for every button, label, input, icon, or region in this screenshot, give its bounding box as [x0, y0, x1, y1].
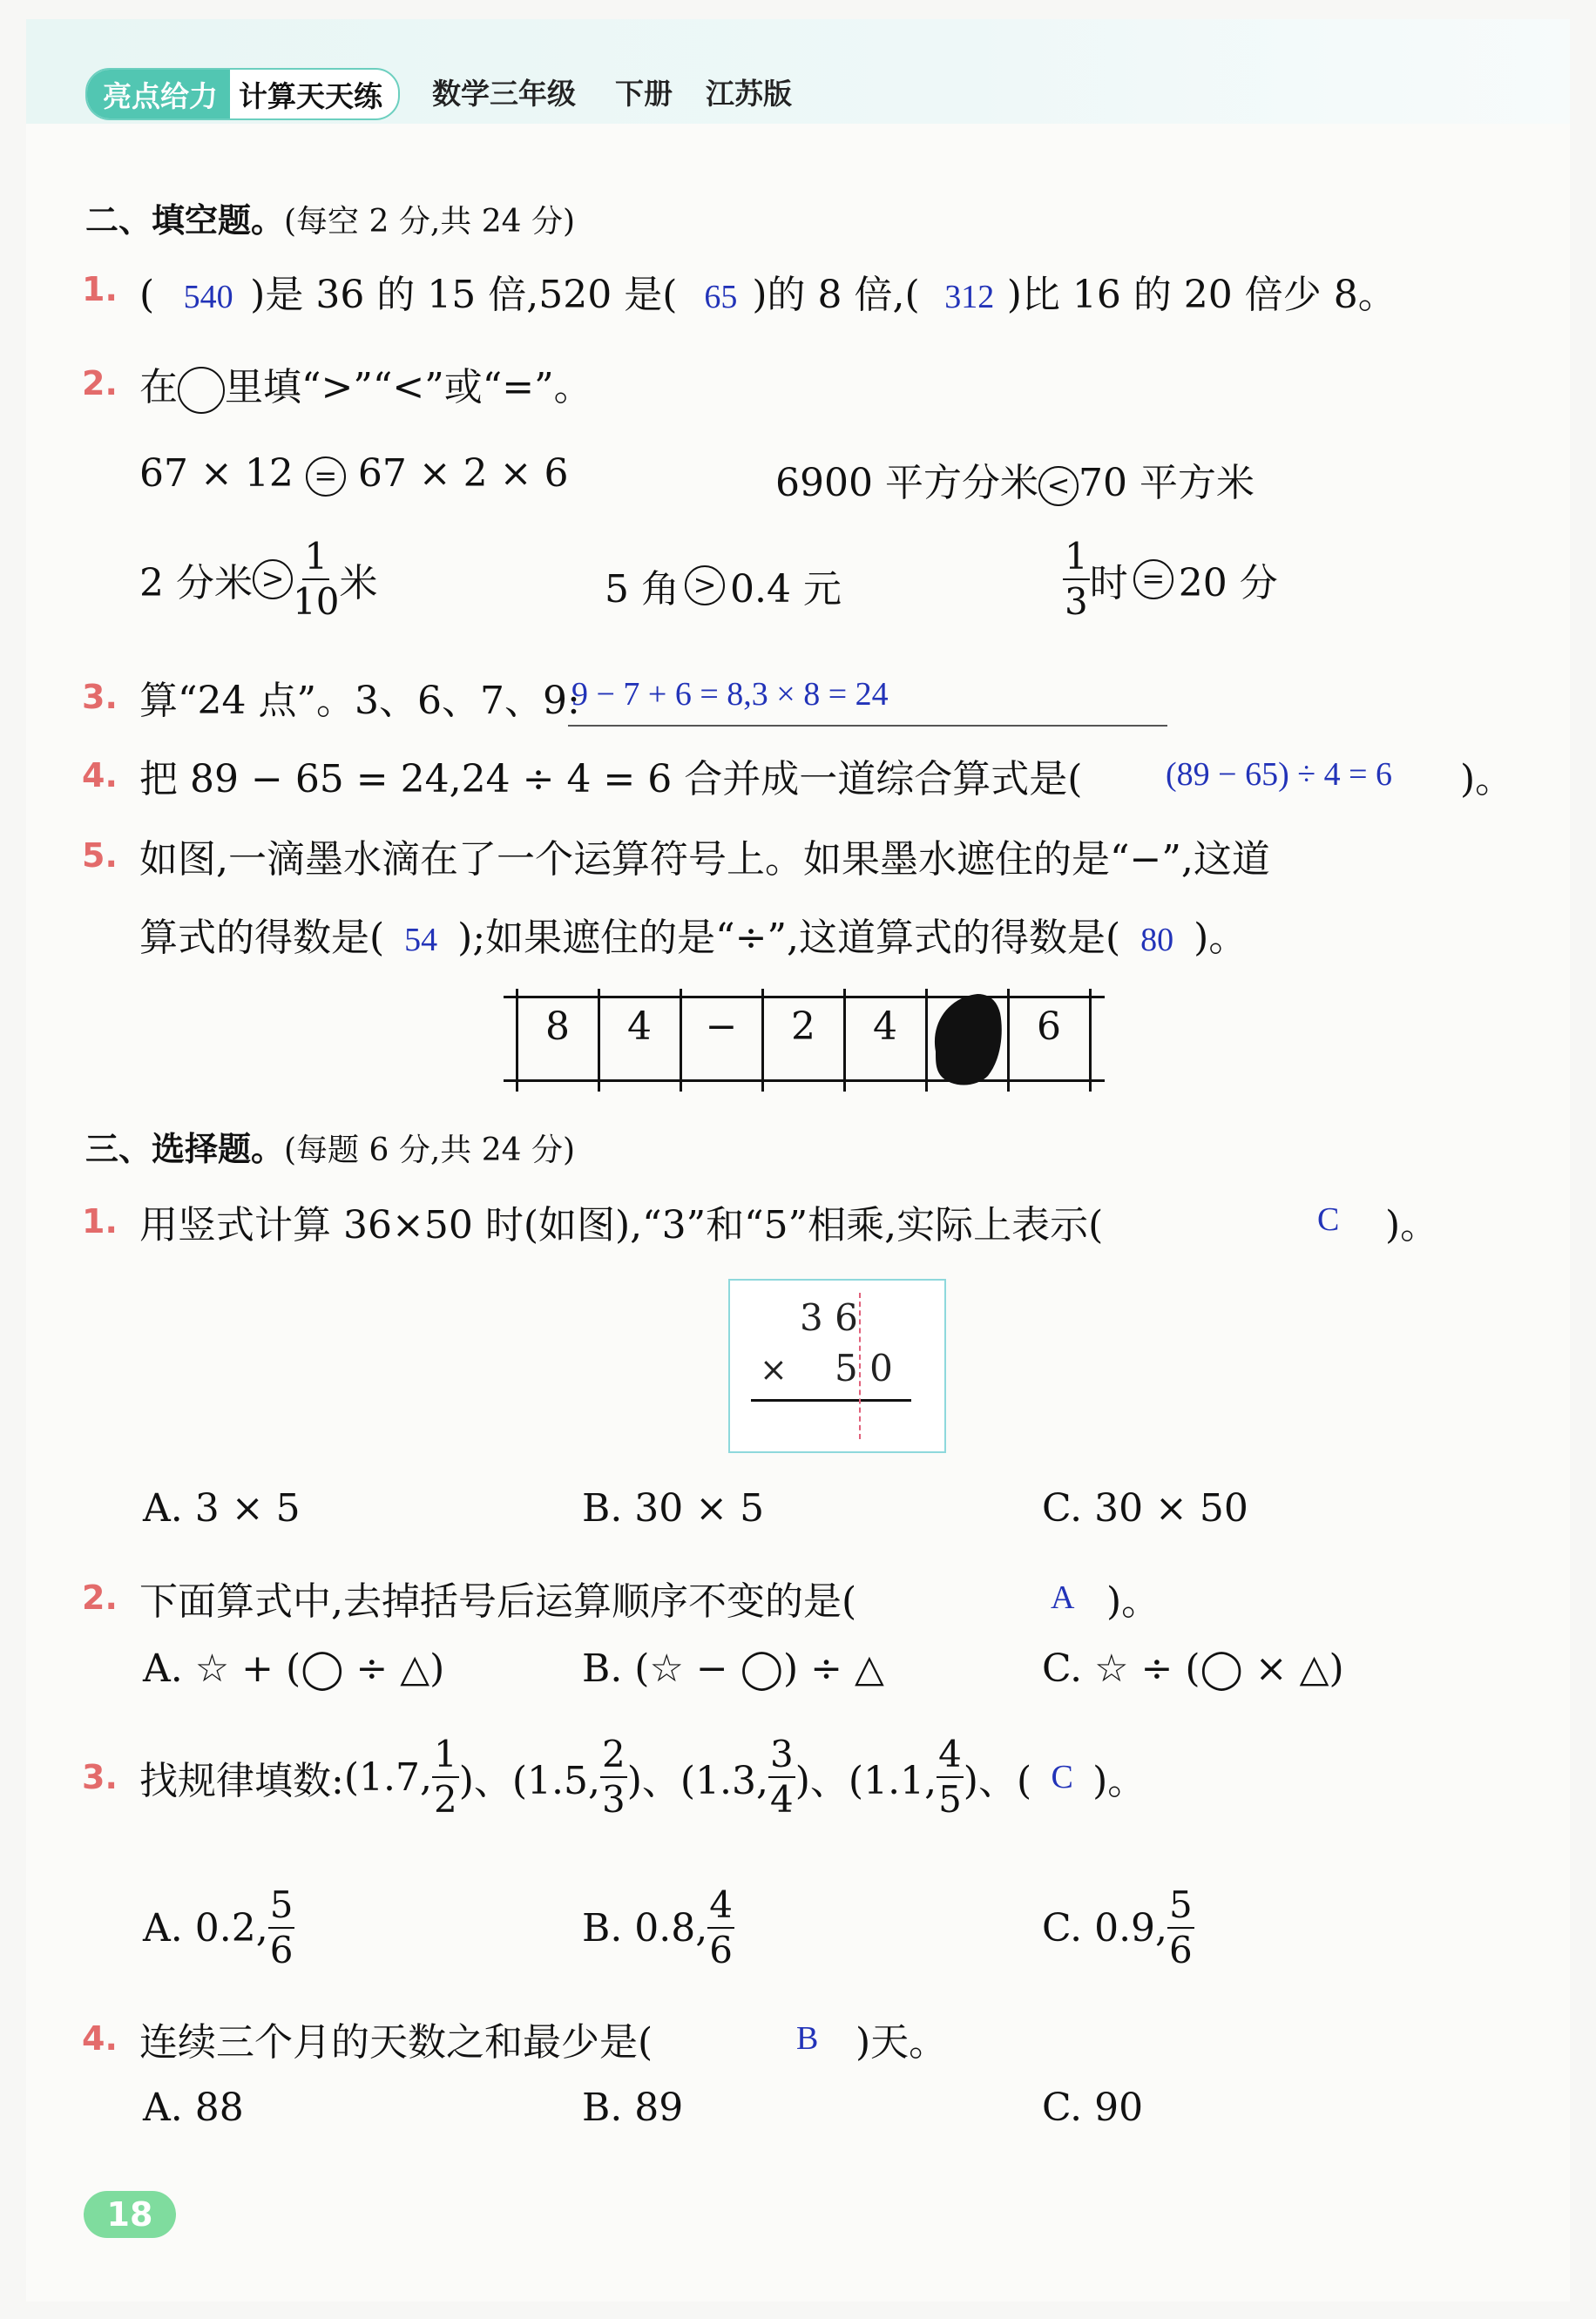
- fraction-numerator: 4: [707, 1887, 734, 1929]
- compare-left: 2 分米: [139, 561, 253, 605]
- q2-1-number: 1.: [82, 270, 118, 308]
- q2-4-number: 4.: [82, 756, 118, 794]
- q3-3-end: )。: [1092, 1759, 1146, 1803]
- q3-1-number: 1.: [82, 1202, 118, 1241]
- q2-4-answer: (89 − 65) ÷ 4 = 6: [1166, 756, 1393, 793]
- q3-3-part: )、(1.3,: [626, 1759, 769, 1803]
- q3-3-part: )、(: [963, 1759, 1032, 1803]
- q2-2-text: [139, 355, 592, 414]
- compare-circle: =: [306, 456, 346, 497]
- q2-2-row2-a: [139, 535, 378, 623]
- q3-1-answer: C: [1317, 1201, 1340, 1238]
- q2-1-part: (: [139, 273, 155, 317]
- q2-3-text: 算“24 点”。3、6、7、9:: [139, 679, 580, 723]
- q3-4-option-c: C. 90: [1042, 2086, 1144, 2130]
- fraction-numerator: 3: [768, 1736, 795, 1778]
- q2-3-answer: 9 − 7 + 6 = 8,3 × 8 = 24: [571, 676, 889, 713]
- q3-3-part: (1.7,: [343, 1754, 432, 1800]
- q3-4-option-a: A. 88: [143, 2086, 244, 2130]
- q2-3-number: 3.: [82, 678, 118, 716]
- compare-right: 70 平方米: [1078, 461, 1254, 505]
- fraction-denominator: 6: [269, 1929, 294, 1971]
- fraction-denominator: 6: [1169, 1929, 1193, 1971]
- q3-3-option-b: [582, 1883, 734, 1971]
- grid-cell: 4: [627, 1004, 652, 1049]
- vertical-operator: ×: [760, 1350, 788, 1389]
- fraction-numerator: 1: [1063, 538, 1090, 580]
- q3-3-option-c: [1042, 1883, 1194, 1971]
- ink-drop-grid: [504, 989, 1105, 1092]
- q2-2-row1-a: [139, 451, 568, 497]
- fraction: [432, 1733, 459, 1821]
- q3-2-text: 下面算式中,去掉括号后运算顺序不变的是(: [139, 1579, 857, 1624]
- fraction: [268, 1883, 295, 1971]
- section-2-title: [85, 193, 575, 241]
- fraction-denominator: 2: [433, 1778, 457, 1821]
- brand-badge: [85, 68, 400, 120]
- grid-cell: −: [705, 1004, 738, 1049]
- compare-left: 5 角: [605, 567, 680, 612]
- q2-4-text: 把 89 − 65 = 24,24 ÷ 4 = 6 合并成一道综合算式是(: [139, 757, 1083, 801]
- q2-5-number: 5.: [82, 836, 118, 875]
- q3-3-answer: C: [1051, 1759, 1073, 1795]
- q3-4-number: 4.: [82, 2019, 118, 2058]
- option-label: A. 0.2,: [143, 1905, 268, 1951]
- q2-5-part: 算式的得数是(: [139, 916, 385, 960]
- answer-underline: [568, 725, 1167, 727]
- q3-3-number: 3.: [82, 1758, 118, 1796]
- grid-line: [504, 996, 1105, 998]
- page-number: 18: [84, 2191, 176, 2238]
- q2-1-part: )的 8 倍,(: [752, 273, 920, 317]
- q3-3-part: 找规律填数:: [139, 1759, 344, 1803]
- q3-4-answer: B: [796, 2020, 819, 2057]
- compare-right: 67 × 2 × 6: [357, 451, 569, 496]
- q2-2-row1-b: [775, 451, 1254, 507]
- grid-cell: 4: [873, 1004, 897, 1049]
- compare-left: 67 × 12: [139, 451, 294, 496]
- fraction-numerator: 1: [302, 538, 329, 580]
- q3-3-part: )、(1.1,: [795, 1759, 937, 1803]
- grid-cell: 8: [545, 1004, 570, 1049]
- q3-2-option-b: B. (☆ − ◯) ÷ △: [582, 1646, 884, 1691]
- q3-3-option-a: [143, 1883, 294, 1971]
- brand-label-b: 计算天天练: [239, 78, 382, 113]
- brand-label-a: 亮点给力: [87, 70, 230, 118]
- ink-blot-icon: [925, 989, 1009, 1092]
- compare-circle: <: [1038, 466, 1079, 506]
- q2-2-part: 里填“>”“<”或“=”。: [225, 365, 592, 409]
- q2-5-answer-2: 80: [1140, 922, 1174, 958]
- compare-right: 0.4 元: [729, 567, 842, 612]
- q2-5-line2: [139, 906, 1247, 962]
- q2-1-answer-2: 65: [704, 279, 738, 315]
- compare-right: 20 分: [1178, 561, 1278, 605]
- q3-4-end: )天。: [855, 2020, 948, 2065]
- q2-2-row2-b: [605, 558, 842, 613]
- q3-2-option-a: A. ☆ + (◯ ÷ △): [143, 1646, 445, 1691]
- q2-1-part: )是 36 的 15 倍,520 是(: [250, 273, 678, 317]
- q2-4-end: )。: [1460, 757, 1514, 801]
- compare-left: 6900 平方分米: [775, 461, 1038, 505]
- fraction-denominator: 5: [938, 1778, 962, 1821]
- fraction-numerator: 4: [937, 1736, 964, 1778]
- fraction: [768, 1733, 795, 1821]
- q3-1-text: 用竖式计算 36×50 时(如图),“3”和“5”相乘,实际上表示(: [139, 1203, 1104, 1247]
- q3-4-option-b: B. 89: [582, 2086, 684, 2130]
- grid-cell: 6: [1037, 1004, 1061, 1049]
- q3-4-text: 连续三个月的天数之和最少是(: [139, 2020, 653, 2065]
- q3-1-end: )。: [1385, 1203, 1439, 1247]
- section-2-heading: 二、填空题。: [85, 201, 285, 240]
- empty-circle-icon: [178, 367, 225, 414]
- q2-1-answer-1: 540: [183, 279, 233, 315]
- compare-circle: =: [1133, 559, 1173, 599]
- q2-5-line1: 如图,一滴墨水滴在了一个运算符号上。如果墨水遮住的是“−”,这道: [139, 837, 1270, 882]
- vertical-top: 3 6: [800, 1296, 858, 1339]
- q3-2-option-c: C. ☆ ÷ (◯ × △): [1042, 1646, 1344, 1691]
- q2-2-part: 在: [139, 365, 178, 409]
- q3-1-option-c: C. 30 × 50: [1042, 1486, 1248, 1531]
- compare-circle: >: [253, 559, 293, 599]
- section-3-heading: 三、选择题。: [85, 1130, 285, 1168]
- fraction-denominator: 6: [709, 1929, 734, 1971]
- fraction-denominator: 4: [770, 1778, 794, 1821]
- q2-5-answer-1: 54: [404, 922, 438, 958]
- section-2-note: (每空 2 分,共 24 分): [284, 204, 576, 240]
- fraction-denominator: 3: [602, 1778, 626, 1821]
- header-subject: 数学三年级: [432, 77, 576, 111]
- q3-2-number: 2.: [82, 1579, 118, 1617]
- header-volume: 下册: [615, 77, 673, 111]
- q2-2-row2-c: [1063, 535, 1278, 623]
- q2-1-part: )比 16 的 20 倍少 8。: [1006, 273, 1396, 317]
- fraction: [1167, 1883, 1194, 1971]
- fraction: [707, 1883, 734, 1971]
- q2-2-number: 2.: [82, 364, 118, 402]
- q2-5-part: );如果遮住的是“÷”,这道算式的得数是(: [457, 916, 1121, 960]
- q2-5-part: )。: [1194, 916, 1248, 960]
- grid-line: [504, 1079, 1105, 1082]
- option-label: C. 0.9,: [1042, 1905, 1168, 1951]
- header-edition: 江苏版: [706, 77, 792, 111]
- section-3-note: (每题 6 分,共 24 分): [284, 1132, 576, 1168]
- q3-2-end: )。: [1106, 1579, 1160, 1624]
- compare-left: 时: [1089, 561, 1128, 605]
- vertical-bottom: 5 0: [835, 1347, 893, 1389]
- vertical-rule: [751, 1399, 911, 1402]
- fraction-numerator: 5: [268, 1887, 295, 1929]
- q3-3-part: )、(1.5,: [458, 1759, 600, 1803]
- option-label: B. 0.8,: [582, 1905, 708, 1951]
- fraction-numerator: 1: [432, 1736, 459, 1778]
- q3-3-text: [139, 1725, 1146, 1829]
- q3-1-option-b: B. 30 × 5: [582, 1486, 765, 1531]
- dashed-marker: [859, 1293, 861, 1439]
- fraction-denominator: 3: [1065, 580, 1088, 623]
- fraction-denominator: 10: [292, 580, 340, 623]
- q3-2-answer: A: [1051, 1579, 1075, 1616]
- vertical-calculation: [728, 1279, 946, 1453]
- q2-1-text: [139, 263, 1396, 319]
- section-3-title: [85, 1122, 575, 1170]
- fraction-numerator: 5: [1167, 1887, 1194, 1929]
- grid-cell: 2: [791, 1004, 815, 1049]
- q3-1-option-a: A. 3 × 5: [143, 1486, 301, 1531]
- fraction: [600, 1733, 627, 1821]
- fraction: [292, 535, 340, 623]
- fraction-numerator: 2: [600, 1736, 627, 1778]
- fraction: [1063, 535, 1090, 623]
- q2-1-answer-3: 312: [944, 279, 995, 315]
- compare-circle: >: [685, 565, 725, 605]
- fraction: [937, 1733, 964, 1821]
- compare-right: 米: [339, 561, 378, 605]
